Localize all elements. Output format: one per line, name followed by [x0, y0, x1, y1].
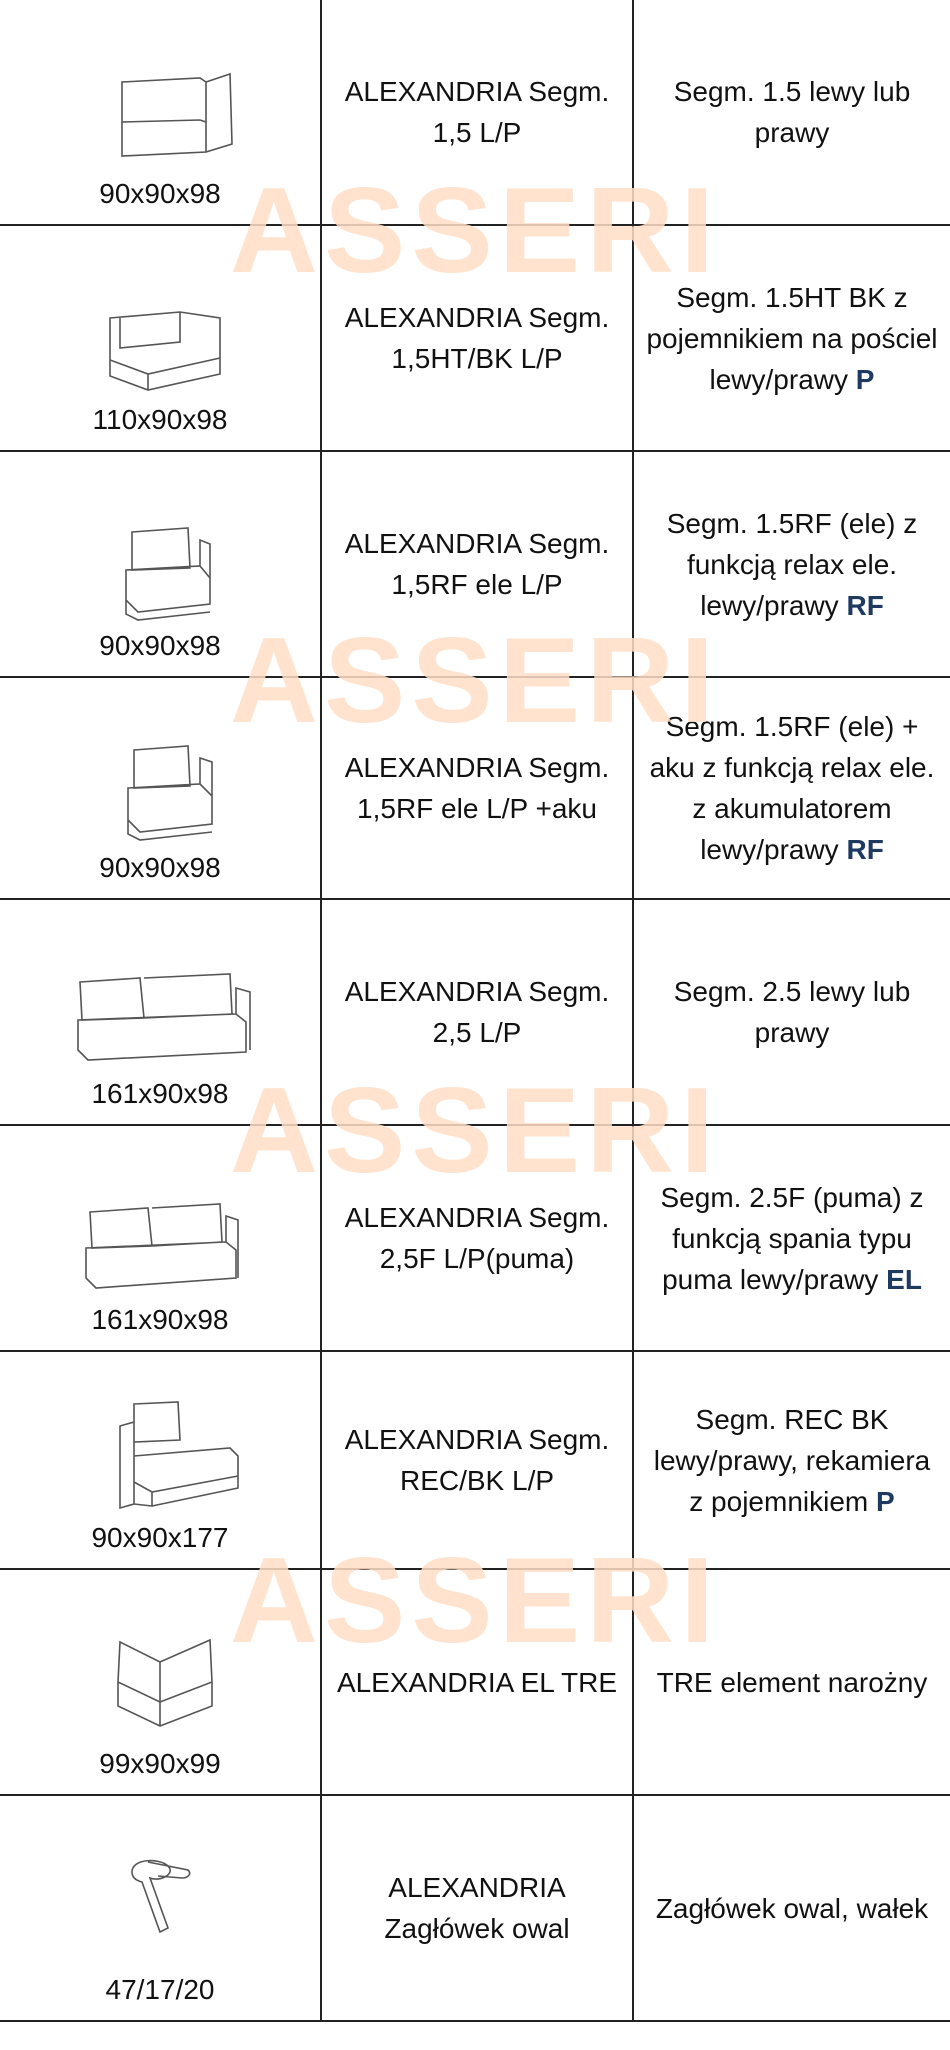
- product-description: Zagłówek owal, wałek: [632, 1796, 950, 2020]
- table-row: [0, 1570, 950, 1796]
- table-row: [0, 1796, 950, 2022]
- product-name: ALEXANDRIA Segm. 1,5HT/BK L/P: [320, 226, 632, 450]
- function-code: RF: [846, 834, 884, 865]
- chaise-longue-icon: [60, 1396, 260, 1514]
- watermark: ASSERI: [229, 612, 721, 748]
- table-row: [0, 0, 950, 226]
- table-row: [0, 226, 950, 452]
- product-name: ALEXANDRIA Segm. REC/BK L/P: [320, 1352, 632, 1568]
- product-description: Segm. 1.5 lewy lub prawy: [632, 0, 950, 224]
- table-row: [0, 1352, 950, 1570]
- table-row: [0, 1126, 950, 1352]
- headrest-icon: [60, 1848, 260, 1966]
- dimensions-label: 90x90x98: [99, 852, 221, 883]
- corner-element-icon: [60, 1622, 260, 1740]
- image-cell: [0, 452, 320, 676]
- product-name: ALEXANDRIA EL TRE: [320, 1570, 632, 1794]
- image-cell: [0, 1126, 320, 1350]
- watermark: ASSERI: [229, 1062, 721, 1198]
- dimensions-label: 90x90x98: [99, 630, 221, 661]
- image-cell: [0, 678, 320, 898]
- sofa-two-seat-bed-icon: [60, 1178, 260, 1296]
- dimensions-label: 90x90x177: [91, 1522, 229, 1553]
- product-description: TRE element narożny: [632, 1570, 950, 1794]
- table-row: [0, 452, 950, 678]
- product-name: ALEXANDRIA Segm. 2,5 L/P: [320, 900, 632, 1124]
- function-code: P: [855, 363, 875, 395]
- product-name: ALEXANDRIA Segm. 1,5 L/P: [320, 0, 632, 224]
- function-code: EL: [886, 1263, 922, 1295]
- dimensions-label: 110x90x98: [92, 404, 228, 435]
- sofa-segment-storage-icon: [60, 278, 260, 396]
- image-cell: [0, 226, 320, 450]
- image-cell: [0, 900, 320, 1124]
- image-cell: [0, 1796, 320, 2020]
- product-description: Segm. 2.5F (puma) z funkcją spania typu puma lewy/prawy EL: [632, 1126, 950, 1350]
- product-name: ALEXANDRIA Segm. 1,5RF ele L/P: [320, 452, 632, 676]
- image-cell: [0, 1570, 320, 1794]
- dimensions-label: 99x90x99: [99, 1748, 221, 1779]
- dimensions-label: 90x90x98: [99, 178, 221, 209]
- product-description: Segm. REC BK lewy/prawy, rekamiera z pojemnikiem P: [632, 1352, 950, 1568]
- sofa-segment-relax-icon: [60, 504, 260, 622]
- function-code: RF: [846, 589, 884, 621]
- product-name: ALEXANDRIA Segm. 2,5F L/P(puma): [320, 1126, 632, 1350]
- product-description: Segm. 1.5RF (ele) z funkcją relax ele. lewy/prawy RF: [632, 452, 950, 676]
- product-description: Segm. 1.5RF (ele) + aku z funkcją relax ele. z akumulatorem lewy/prawy RF: [632, 678, 950, 898]
- dimensions-label: 161x90x98: [91, 1304, 229, 1335]
- table-row: [0, 900, 950, 1126]
- product-name: ALEXANDRIA Zagłówek owal: [320, 1796, 632, 2020]
- image-cell: [0, 1352, 320, 1568]
- dimensions-label: 161x90x98: [91, 1078, 229, 1109]
- sofa-two-seat-icon: [60, 952, 260, 1070]
- product-name: ALEXANDRIA Segm. 1,5RF ele L/P +aku: [320, 678, 632, 898]
- dimensions-label: 47/17/20: [105, 1974, 215, 2005]
- table-row: [0, 678, 950, 900]
- sofa-segment-icon: [60, 52, 260, 170]
- watermark: ASSERI: [229, 1532, 721, 1668]
- image-cell: [0, 0, 320, 224]
- sofa-segment-relax-battery-icon: [60, 726, 260, 844]
- function-code: P: [876, 1485, 895, 1517]
- product-description: Segm. 2.5 lewy lub prawy: [632, 900, 950, 1124]
- product-description: Segm. 1.5HT BK z pojemnikiem na pościel lewy/prawy P: [632, 226, 950, 450]
- watermark: ASSERI: [229, 162, 721, 298]
